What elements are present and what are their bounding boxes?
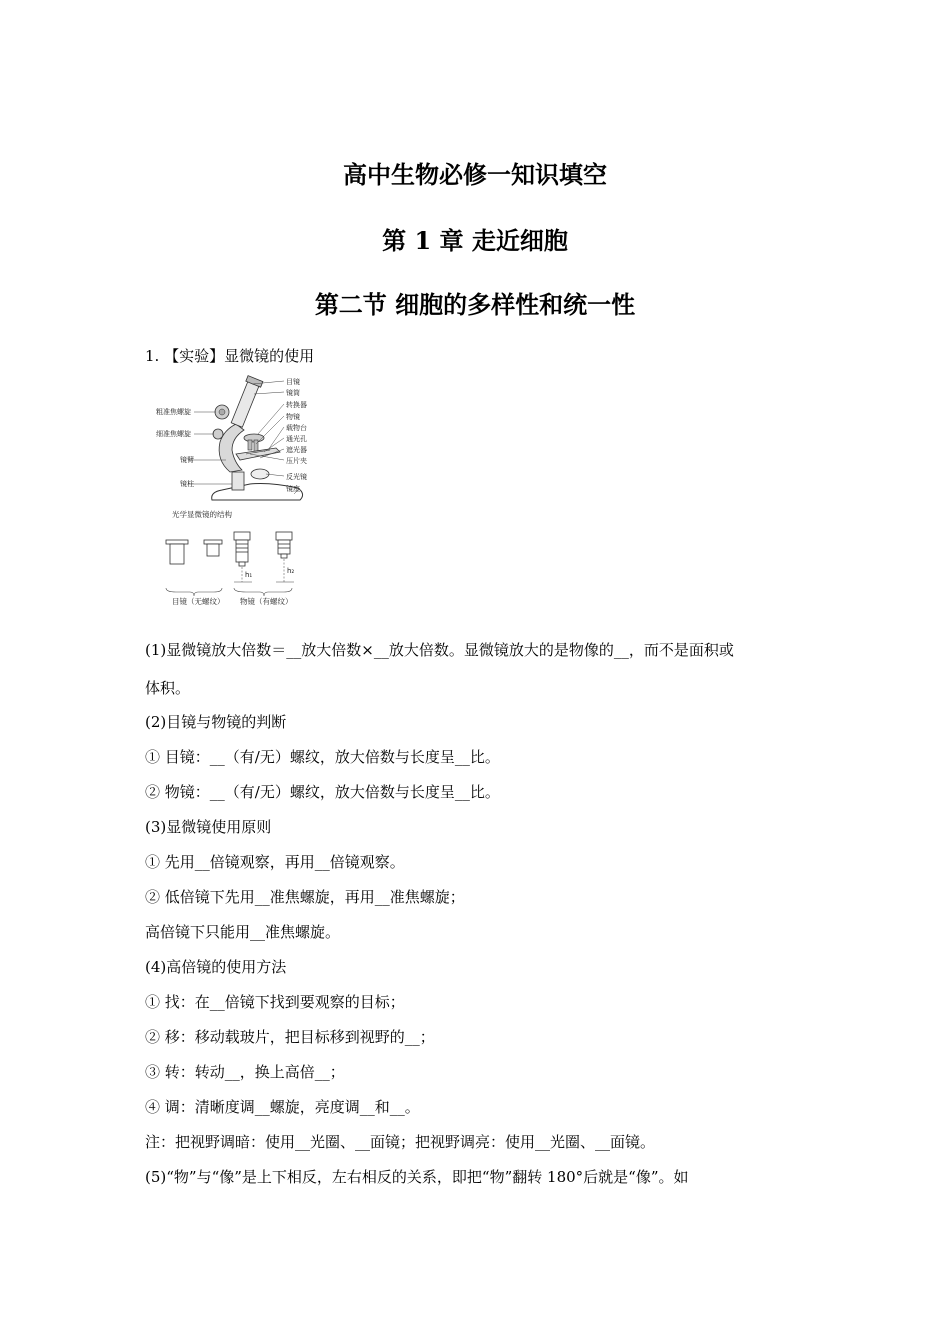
eyepiece-caption: 目镜（无螺纹）: [172, 597, 225, 606]
label-mirror: 反光镜: [286, 473, 307, 481]
label-nosepiece: 转换器: [286, 401, 307, 409]
text-line: (2)目镜与物镜的判断: [145, 713, 287, 731]
label-pillar: 镜柱: [180, 480, 194, 488]
label-stage-clip: 压片夹: [286, 457, 307, 465]
text-line: ② 移：移动载玻片，把目标移到视野的__；: [145, 1028, 435, 1046]
text-line: 高倍镜下只能用__准焦螺旋。: [145, 923, 341, 941]
objective-caption: 物镜（有螺纹）: [240, 597, 293, 606]
label-h1: h₁: [245, 571, 253, 579]
microscope-caption: 光学显微镜的结构: [172, 510, 232, 519]
label-arm: 镜臂: [180, 456, 194, 464]
text-line: ④ 调：清晰度调__螺旋，亮度调__和__。: [145, 1098, 420, 1116]
label-objective: 物镜: [286, 413, 300, 421]
text-line: 体积。: [145, 679, 191, 697]
label-base: 镜座: [286, 485, 300, 493]
text-line: ① 目镜：__（有/无）螺纹，放大倍数与长度呈__比。: [145, 748, 500, 766]
text-line: (3)显微镜使用原则: [145, 818, 272, 836]
document-title: 高中生物必修一知识填空: [343, 160, 607, 189]
text-line: 注：把视野调暗：使用__光圈、__面镜；把视野调亮：使用__光圈、__面镜。: [145, 1133, 656, 1151]
label-coarse-focus: 粗准焦螺旋: [156, 408, 191, 416]
text-line: (1)显微镜放大倍数＝__放大倍数×__放大倍数。显微镜放大的是物像的__，而不是面积或: [145, 641, 734, 659]
text-line: ③ 转：转动__，换上高倍__；: [145, 1063, 345, 1081]
label-stage: 载物台: [286, 424, 307, 432]
text-line: ② 物镜：__（有/无）螺纹，放大倍数与长度呈__比。: [145, 783, 500, 801]
label-tube: 镜筒: [286, 389, 300, 397]
text-line: (4)高倍镜的使用方法: [145, 958, 287, 976]
text-line: ① 先用__倍镜观察，再用__倍镜观察。: [145, 853, 405, 871]
chapter-heading: 第 1 章 走近细胞: [382, 226, 568, 255]
label-eyepiece: 目镜: [286, 378, 300, 386]
text-line: ② 低倍镜下先用__准焦螺旋，再用__准焦螺旋；: [145, 888, 465, 906]
section-heading: 第二节 细胞的多样性和统一性: [314, 290, 636, 319]
label-aperture: 通光孔: [286, 435, 307, 443]
text-line: ① 找：在__倍镜下找到要观察的目标；: [145, 993, 405, 1011]
label-fine-focus: 细准焦螺旋: [156, 430, 191, 438]
microscope-diagram: [150, 372, 320, 608]
label-h2: h₂: [287, 567, 295, 575]
text-line: (5)“物”与“像”是上下相反，左右相反的关系，即把“物”翻转 180°后就是“像”。如: [145, 1168, 689, 1186]
item-1-heading: 1. 【实验】显微镜的使用: [145, 347, 315, 365]
microscope-figure: [150, 372, 320, 608]
label-diaphragm: 遮光器: [286, 446, 307, 454]
